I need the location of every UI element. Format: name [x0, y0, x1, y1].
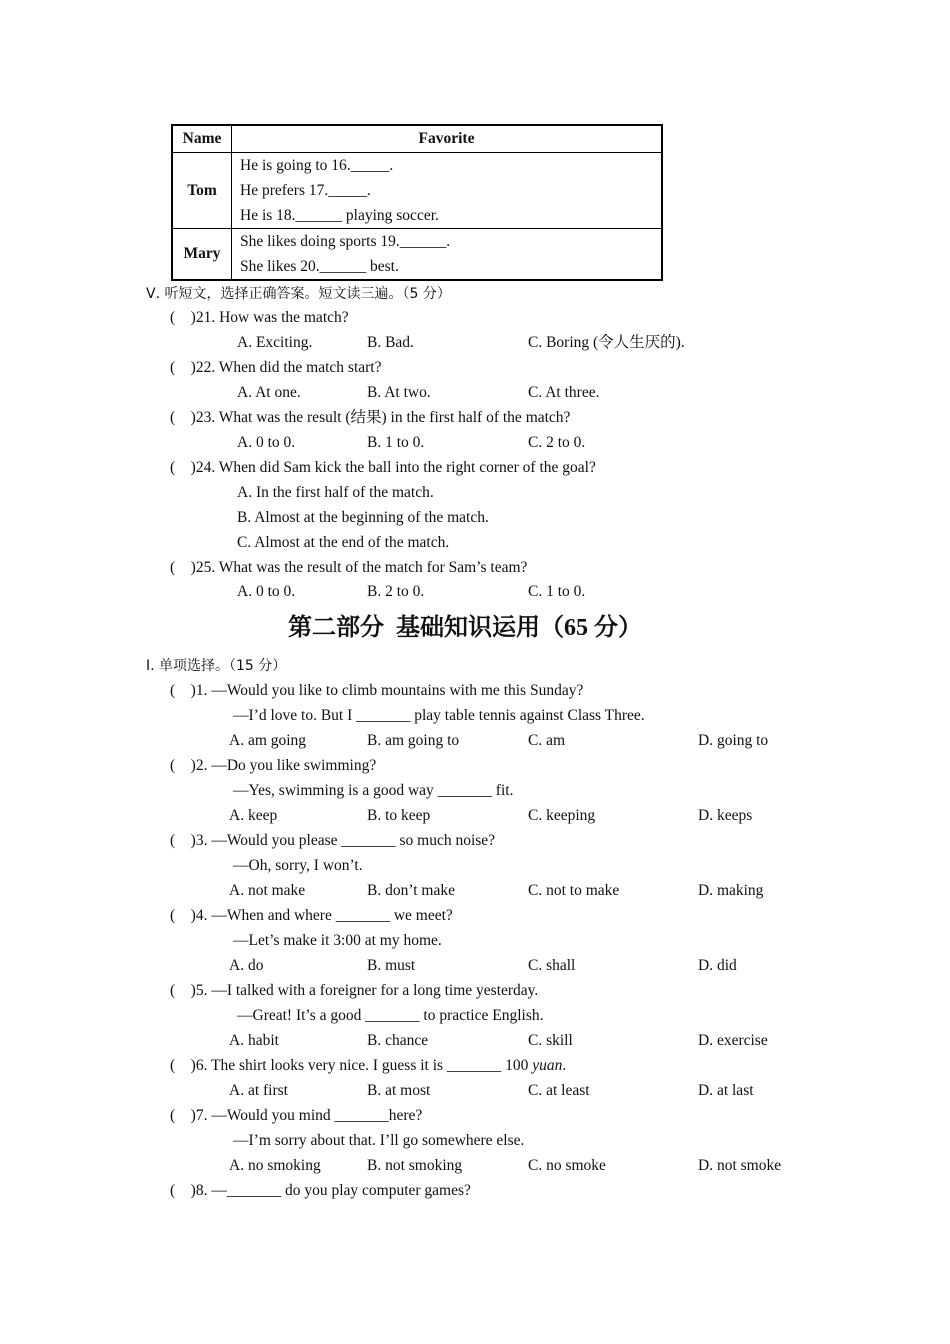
q7-option-b: B. not smoking — [367, 1157, 463, 1174]
q6-stem-end: . — [562, 1057, 567, 1074]
q24-stem: ( )24. When did Sam kick the ball into the right corner of the goal? — [170, 459, 596, 476]
q5-option-d: D. exercise — [698, 1032, 768, 1049]
q5-stem: ( )5. —I talked with a foreigner for a long time yesterday. — [170, 982, 539, 999]
favorite-line: He prefers 17._____. — [240, 182, 371, 199]
q5-reply: —Great! It’s a good _______ to practice English. — [237, 1007, 544, 1024]
q6-option-c: C. at least — [528, 1082, 590, 1099]
q2-option-c: C. keeping — [528, 807, 596, 824]
q1-reply: —I’d love to. But I _______ play table tennis against Class Three. — [233, 707, 645, 724]
q25-option-a: A. 0 to 0. — [237, 583, 296, 600]
q7-reply: —I’m sorry about that. I’ll go somewhere else. — [233, 1132, 525, 1149]
q7-option-c: C. no smoke — [528, 1157, 606, 1174]
q1-stem: ( )1. —Would you like to climb mountains with me this Sunday? — [170, 682, 584, 699]
q3-reply: —Oh, sorry, I won’t. — [233, 857, 363, 874]
q6-option-d: D. at last — [698, 1082, 754, 1099]
q23-option-c: C. 2 to 0. — [528, 434, 586, 451]
q5-option-b: B. chance — [367, 1032, 429, 1049]
favorite-line: He is 18.______ playing soccer. — [240, 207, 439, 224]
favorite-line: She likes 20.______ best. — [240, 258, 399, 275]
q3-option-d: D. making — [698, 882, 764, 899]
q2-option-b: B. to keep — [367, 807, 431, 824]
q6-option-b: B. at most — [367, 1082, 431, 1099]
q2-option-a: A. keep — [229, 807, 278, 824]
row-favorites-tom — [232, 153, 663, 229]
q6-option-a: A. at first — [229, 1082, 288, 1099]
q21-option-a: A. Exciting. — [237, 334, 313, 351]
favorite-line: She likes doing sports 19.______. — [240, 233, 451, 250]
q21-option-b: B. Bad. — [367, 334, 414, 351]
q1-option-d: D. going to — [698, 732, 769, 749]
q21-stem: ( )21. How was the match? — [170, 309, 349, 326]
q6-stem-yuan: yuan — [532, 1057, 563, 1074]
q2-stem: ( )2. —Do you like swimming? — [170, 757, 377, 774]
q24-option-a: A. In the first half of the match. — [237, 484, 434, 501]
q1-option-a: A. am going — [229, 732, 307, 749]
q2-reply: —Yes, swimming is a good way _______ fit. — [233, 782, 514, 799]
favorite-line: He is going to 16._____. — [240, 157, 394, 174]
q4-stem: ( )4. —When and where _______ we meet? — [170, 907, 453, 924]
q8-stem: ( )8. —_______ do you play computer games? — [170, 1182, 471, 1199]
q5-option-c: C. skill — [528, 1032, 573, 1049]
q1-option-b: B. am going to — [367, 732, 460, 749]
q24-option-b: B. Almost at the beginning of the match. — [237, 509, 489, 526]
q4-option-c: C. shall — [528, 957, 576, 974]
favorites-table — [171, 124, 663, 281]
section5-heading: Ⅴ. 听短文，选择正确答案。短文读三遍。（5 分） — [146, 286, 451, 302]
q7-option-a: A. no smoking — [229, 1157, 321, 1174]
q1-option-c: C. am — [528, 732, 566, 749]
q6-stem — [170, 1056, 566, 1076]
q22-option-a: A. At one. — [237, 384, 301, 401]
q23-option-b: B. 1 to 0. — [367, 434, 425, 451]
q22-stem: ( )22. When did the match start? — [170, 359, 382, 376]
q3-stem: ( )3. —Would you please _______ so much noise? — [170, 832, 496, 849]
q25-option-b: B. 2 to 0. — [367, 583, 425, 600]
q4-option-a: A. do — [229, 957, 264, 974]
q4-option-b: B. must — [367, 957, 416, 974]
table-row — [172, 229, 662, 281]
q22-option-c: C. At three. — [528, 384, 600, 401]
q23-stem: ( )23. What was the result (结果) in the first half of the match? — [170, 409, 571, 426]
q22-option-b: B. At two. — [367, 384, 431, 401]
q24-option-c: C. Almost at the end of the match. — [237, 534, 450, 551]
q7-stem: ( )7. —Would you mind _______here? — [170, 1107, 423, 1124]
q5-option-a: A. habit — [229, 1032, 279, 1049]
section1-heading: Ⅰ. 单项选择。（15 分） — [146, 658, 287, 674]
row-name-mary: Mary — [172, 229, 232, 281]
q21-option-c: C. Boring (令人生厌的). — [528, 334, 685, 351]
q4-reply: —Let’s make it 3:00 at my home. — [233, 932, 442, 949]
q3-option-c: C. not to make — [528, 882, 620, 899]
row-favorites-mary — [232, 229, 663, 281]
q4-option-d: D. did — [698, 957, 737, 974]
table-header-row — [172, 125, 662, 153]
part-two-title: 第二部分 基础知识运用（65 分） — [288, 615, 642, 641]
q25-stem: ( )25. What was the result of the match for Sam’s team? — [170, 559, 528, 576]
q3-option-a: A. not make — [229, 882, 306, 899]
q2-option-d: D. keeps — [698, 807, 753, 824]
q3-option-b: B. don’t make — [367, 882, 455, 899]
header-name: Name — [172, 125, 232, 153]
q25-option-c: C. 1 to 0. — [528, 583, 586, 600]
table-row — [172, 153, 662, 229]
q7-option-d: D. not smoke — [698, 1157, 782, 1174]
row-name-tom: Tom — [172, 153, 232, 229]
header-favorite: Favorite — [232, 125, 663, 153]
q23-option-a: A. 0 to 0. — [237, 434, 296, 451]
q6-stem-text: ( )6. The shirt looks very nice. I guess it is _______ 100 — [170, 1057, 533, 1074]
